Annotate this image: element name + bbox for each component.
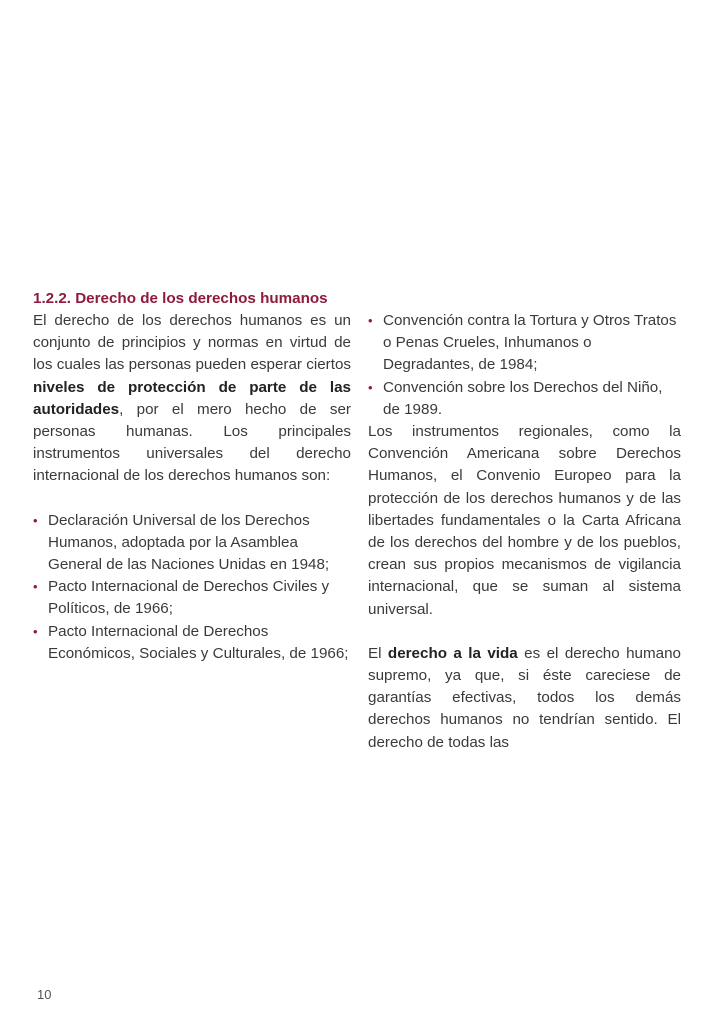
page-number: 10	[37, 987, 52, 1002]
intro-text-b: , por el mero hecho de ser personas humanas. Los principales instrumentos universales del derecho internacional de los derechos humanos son:	[33, 400, 351, 485]
list-item	[33, 576, 351, 620]
left-bullet-list	[33, 510, 351, 665]
right-column	[368, 310, 681, 754]
intro-bold-text: niveles de protección de parte de las autoridades	[33, 378, 351, 418]
list-item	[368, 310, 681, 377]
right-bullet-list	[368, 310, 681, 421]
regional-instruments-paragraph: Los instrumentos regionales, como la Convención Americana sobre Derechos Humanos, el Convenio Europeo para la protección de los derechos humanos y de las libertades fundamentales o la Carta Africana de los derechos del hombre y de los pueblos, crean sus propios mecanismos de vigilancia internacional, que se suman al sistema universal.	[368, 423, 681, 618]
section-heading: 1.2.2. Derecho de los derechos humanos	[33, 290, 328, 307]
list-item	[33, 621, 351, 665]
para2-bold-text: derecho a la vida	[387, 644, 518, 662]
bullet-icon: •	[368, 379, 373, 395]
bullet-icon: •	[368, 313, 373, 328]
para2-text-b: es el derecho humano supremo, ya que, si éste careciese de garantías efectivas, todos los demás derechos humanos no tendrían sentido. El derecho de todas las	[368, 644, 681, 751]
list-item	[33, 510, 351, 577]
bullet-icon: •	[33, 512, 38, 528]
list-item-text: Declaración Universal de los Derechos Humanos, adoptada por la Asamblea General de las Naciones Unidas en 1948;	[48, 511, 330, 574]
list-item	[368, 377, 681, 421]
intro-paragraph	[33, 310, 351, 488]
right-to-life-paragraph	[368, 643, 681, 754]
list-item-text: Pacto Internacional de Derechos Civiles y Políticos, de 1966;	[48, 578, 330, 618]
bullet-icon: •	[33, 579, 38, 595]
list-item-text: Convención contra la Tortura y Otros Tratos o Penas Crueles, Inhumanos o Degradantes, de 1984;	[383, 312, 677, 374]
para2-text-a: El	[368, 644, 388, 662]
bullet-icon: •	[33, 623, 38, 639]
list-item-text: Convención sobre los Derechos del Niño, de 1989.	[383, 378, 663, 418]
intro-text-a: El derecho de los derechos humanos es un conjunto de principios y normas en virtud de los cuales las personas pueden esperar ciertos	[33, 312, 351, 374]
left-column	[33, 288, 351, 665]
list-item-text: Pacto Internacional de Derechos Económicos, Sociales y Culturales, de 1966;	[48, 622, 349, 662]
